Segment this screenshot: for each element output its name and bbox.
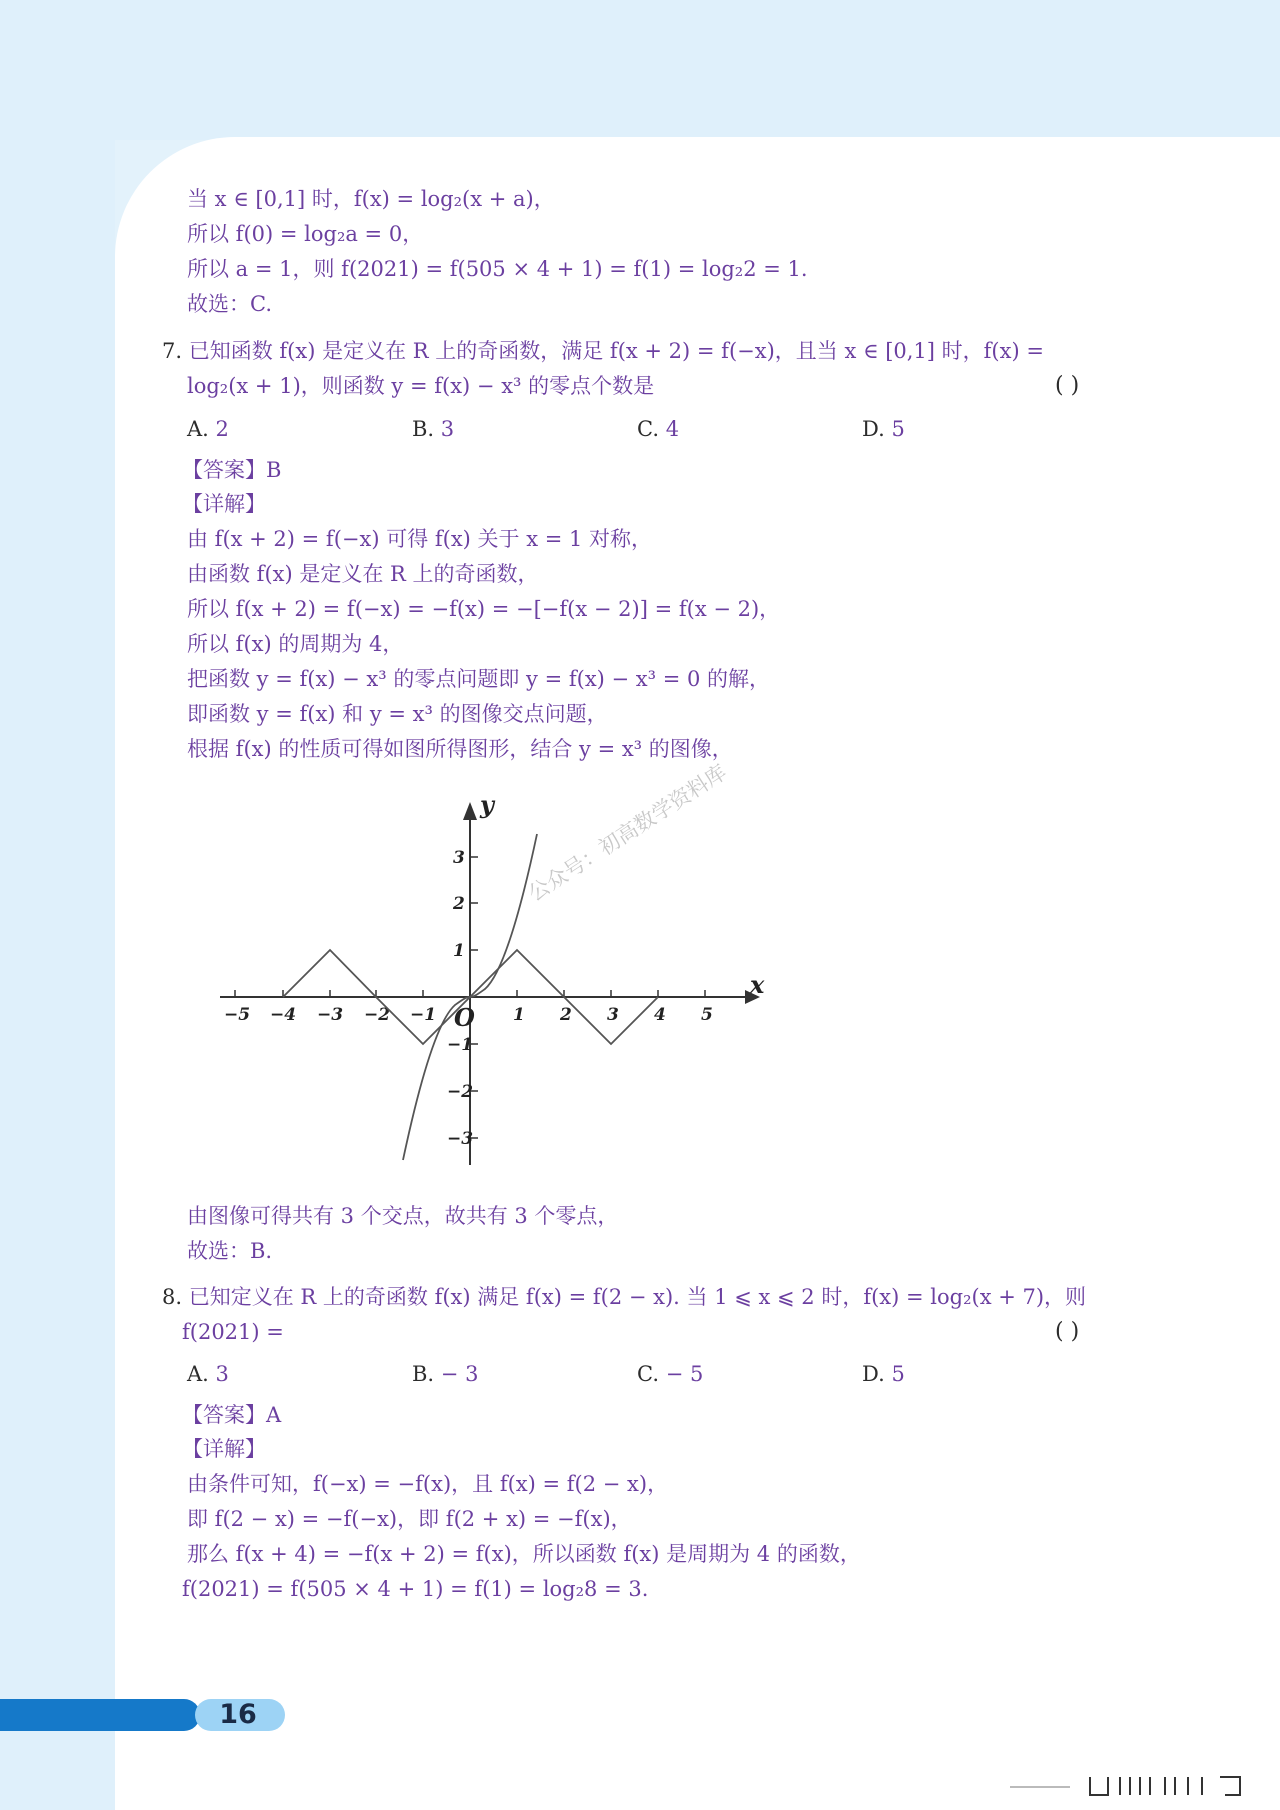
q8-stem-line-2: f(2021) = xyxy=(182,1320,284,1344)
q7-answer xyxy=(182,456,281,484)
q7-explain-line-4: 所以 f(x) 的周期为 4， xyxy=(187,632,404,656)
q7-stem-line-2: log₂(x + 1)，则函数 y = f(x) − x³ 的零点个数是 xyxy=(187,374,655,398)
q8-option-c xyxy=(637,1360,703,1388)
watermark: 公众号：初高数学资料库 xyxy=(524,759,731,906)
q7-answer-tag: 【答案】 xyxy=(182,458,266,482)
q7-explain-line-6: 即函数 y = f(x) 和 y = x³ 的图像交点问题， xyxy=(187,702,608,726)
page-number-bar xyxy=(0,1699,200,1731)
q8-option-b-value: − 3 xyxy=(440,1362,479,1386)
q7-stem-text-1: 已知函数 f(x) 是定义在 R 上的奇函数，满足 f(x + 2) = f(−x)，且当 x ∈ [0,1] 时，f(x) = xyxy=(188,339,1044,363)
y-axis-label: y xyxy=(480,790,494,819)
corner-decoration-icon xyxy=(1010,1775,1250,1799)
top-banner xyxy=(0,0,1280,140)
q8-explain-tag: 【详解】 xyxy=(182,1437,266,1461)
q7-conclusion-line-1: 由图像可得共有 3 个交点，故共有 3 个零点， xyxy=(187,1204,619,1228)
y-tick-3: 3 xyxy=(453,848,465,868)
q8-explain-line-3: 那么 f(x + 4) = −f(x + 2) = f(x)，所以函数 f(x) 是周期为 4 的函数， xyxy=(187,1542,861,1566)
q8-answer-value: A xyxy=(266,1403,282,1427)
q8-answer-tag: 【答案】 xyxy=(182,1403,266,1427)
q8-option-c-value: − 5 xyxy=(665,1362,704,1386)
y-tick-neg1: −1 xyxy=(447,1035,474,1055)
x-tick-3: 3 xyxy=(607,1005,619,1025)
q7-stem-line-1 xyxy=(162,337,1044,365)
q7-answer-paren: ( ) xyxy=(1055,373,1080,398)
origin-label: O xyxy=(454,1003,475,1032)
y-tick-2: 2 xyxy=(453,894,465,914)
x-tick-1: 1 xyxy=(513,1005,525,1025)
x-axis-label: x xyxy=(750,970,765,999)
q8-explain-line-4: f(2021) = f(505 × 4 + 1) = f(1) = log₂8 = 3. xyxy=(182,1577,649,1601)
q7-option-c xyxy=(637,415,679,443)
q8-answer xyxy=(182,1401,281,1429)
q7-option-d xyxy=(862,415,905,443)
q7-number: 7. xyxy=(162,339,183,363)
q7-option-d-value: 5 xyxy=(891,417,905,441)
q7-option-a xyxy=(187,415,229,443)
q7-explain-line-5: 把函数 y = f(x) − x³ 的零点问题即 y = f(x) − x³ = 0 的解， xyxy=(187,667,771,691)
x-tick-neg3: −3 xyxy=(317,1005,344,1025)
q7-explain-line-3: 所以 f(x + 2) = f(−x) = −f(x) = −[−f(x − 2)] = f(x − 2)， xyxy=(187,597,781,621)
q7-option-b-value: 3 xyxy=(440,417,455,441)
q7-option-b xyxy=(412,415,454,443)
q7-option-c-value: 4 xyxy=(665,417,680,441)
q8-option-a xyxy=(187,1360,229,1388)
q8-stem-line-1 xyxy=(162,1283,1086,1311)
x-tick-2: 2 xyxy=(560,1005,572,1025)
q7-option-a-label: A. xyxy=(187,417,209,441)
q7-answer-value: B xyxy=(266,458,282,482)
q7-explain-line-7: 根据 f(x) 的性质可得如图所得图形，结合 y = x³ 的图像， xyxy=(187,737,733,761)
prev-solution-line-4: 故选：C. xyxy=(187,292,272,316)
page-number: 16 xyxy=(219,1699,257,1730)
q8-explain-line-2: 即 f(2 − x) = −f(−x)，即 f(2 + x) = −f(x)， xyxy=(187,1507,632,1531)
q7-explain-line-2: 由函数 f(x) 是定义在 R 上的奇函数， xyxy=(187,562,539,586)
q8-option-a-label: A. xyxy=(187,1362,209,1386)
q7-option-c-label: C. xyxy=(637,417,659,441)
q8-explain-line-1: 由条件可知，f(−x) = −f(x)，且 f(x) = f(2 − x)， xyxy=(187,1472,669,1496)
x-tick-neg2: −2 xyxy=(364,1005,391,1025)
q8-option-b-label: B. xyxy=(412,1362,435,1386)
q7-function-graph xyxy=(200,780,800,1180)
q8-option-d-label: D. xyxy=(862,1362,885,1386)
y-tick-neg2: −2 xyxy=(447,1082,474,1102)
q8-option-d-value: 5 xyxy=(891,1362,905,1386)
q8-option-a-value: 3 xyxy=(215,1362,229,1386)
q7-option-b-label: B. xyxy=(412,417,435,441)
prev-solution-line-3: 所以 a = 1，则 f(2021) = f(505 × 4 + 1) = f(1) = log₂2 = 1. xyxy=(187,257,808,281)
x-tick-5: 5 xyxy=(701,1005,713,1025)
q8-number: 8. xyxy=(162,1285,183,1309)
y-tick-1: 1 xyxy=(453,941,465,961)
y-axis-arrow xyxy=(463,802,477,820)
q8-option-d xyxy=(862,1360,905,1388)
q8-stem-text-1: 已知定义在 R 上的奇函数 f(x) 满足 f(x) = f(2 − x). 当 1 ⩽ x ⩽ 2 时，f(x) = log₂(x + 7)，则 xyxy=(188,1285,1087,1309)
x-tick-neg4: −4 xyxy=(270,1005,297,1025)
x-tick-neg1: −1 xyxy=(410,1005,437,1025)
prev-solution-line-1: 当 x ∈ [0,1] 时，f(x) = log₂(x + a)， xyxy=(187,187,555,211)
x-tick-neg5: −5 xyxy=(224,1005,251,1025)
q7-option-d-label: D. xyxy=(862,417,885,441)
q7-explain-tag: 【详解】 xyxy=(182,492,266,516)
q7-conclusion-line-2: 故选：B. xyxy=(187,1239,273,1263)
q8-option-c-label: C. xyxy=(637,1362,659,1386)
q7-explain-line-1: 由 f(x + 2) = f(−x) 可得 f(x) 关于 x = 1 对称， xyxy=(187,527,653,551)
left-margin-band xyxy=(0,0,115,1810)
q8-option-b xyxy=(412,1360,478,1388)
y-tick-neg3: −3 xyxy=(447,1129,474,1149)
q8-answer-paren: ( ) xyxy=(1055,1319,1080,1344)
prev-solution-line-2: 所以 f(0) = log₂a = 0， xyxy=(187,222,424,246)
x-tick-4: 4 xyxy=(654,1005,666,1025)
q7-option-a-value: 2 xyxy=(215,417,229,441)
